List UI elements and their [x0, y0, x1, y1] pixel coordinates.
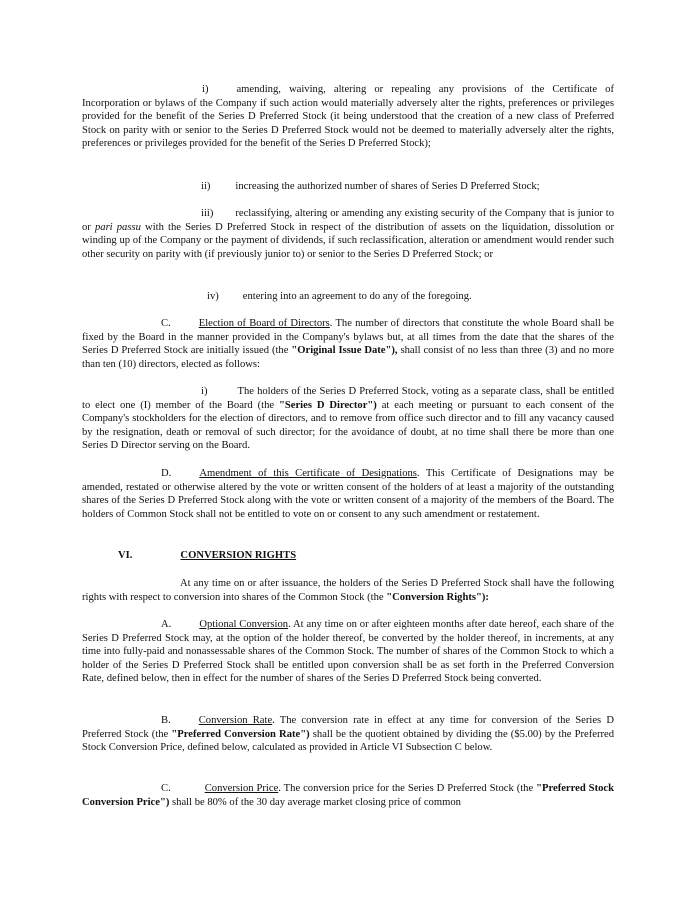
section-c-text-a: . The number of directors that constitute the whole Board shall be fixed by the Board in the manner provided in the Company's bylaws but, at all times from the date that the shares of the Series D Preferred Stock are initially issued (the	[82, 318, 614, 357]
voting-item-4-text: entering into an agreement to do any of the foregoing.	[242, 291, 472, 302]
voting-item-3-text-a: reclassifying, altering or amending any existing security of the Company that is junior to or	[82, 208, 614, 233]
section-c-item-1	[82, 385, 614, 453]
conversion-b-rate	[82, 714, 614, 755]
conversion-b-letter: B.	[161, 715, 171, 726]
section-c-letter: C.	[161, 318, 171, 329]
voting-item-2	[82, 180, 614, 194]
section-d-amendment	[82, 467, 614, 521]
voting-item-1-text: amending, waiving, altering or repealing any provisions of the Certificate of Incorporation or bylaws of the Company if such action would materially adversely alter the rights, preferences or privileges provided for the benefit of the Series D Preferred Stock (it being understood that the creation of a new class of Preferred Stock on parity with or senior to the Series D Preferred Stock would not be deemed to materially adversely alter the rights, preferences or privileges provided for the benefit of the Series D Preferred Stock);	[82, 84, 614, 150]
voting-item-1-num: i)	[202, 84, 209, 95]
article-vi-intro	[82, 577, 614, 604]
conversion-c-price	[82, 782, 614, 809]
article-vi-number: VI.	[118, 550, 133, 561]
conversion-b-text-a: . The conversion rate in effect at any time for conversion of the Series D Preferred Stock (the	[82, 715, 614, 740]
conversion-c-text-a: . The conversion price for the Series D Preferred Stock (the	[278, 783, 534, 794]
section-c-text-b: shall consist of no less than three (3) and no more than ten (10) directors, elected as follows:	[82, 345, 614, 370]
voting-item-1	[82, 83, 614, 151]
voting-item-2-text: increasing the authorized number of shares of Series D Preferred Stock;	[235, 181, 540, 192]
voting-item-3	[82, 207, 614, 261]
section-c-election	[82, 317, 614, 371]
article-vi-title: CONVERSION RIGHTS	[180, 550, 297, 561]
voting-item-4	[82, 290, 614, 304]
conversion-a-text: . At any time on or after eighteen months after date hereof, each share of the Series D Preferred Stock may, at the option of the holder thereof, be converted by the holder thereof, in increments, at any time into fully-paid and nonassessable shares of the Common Stock. The number of shares of the Common Stock to which a holder of the Series D Preferred Stock shall be entitled upon conversion shall be as set forth in the Preferred Conversion Rate, defined below, then in effect for the number of shares of the Series D Preferred Stock being converted.	[82, 619, 614, 685]
section-d-letter: D.	[161, 468, 172, 479]
conversion-c-text-b: shall be 80% of the 30 day average market closing price of common	[172, 796, 461, 808]
conversion-b-heading: Conversion Rate	[198, 715, 273, 726]
conversion-c-heading: Conversion Price	[204, 783, 279, 794]
conversion-c-letter: C.	[161, 783, 171, 794]
article-vi-heading	[82, 549, 614, 563]
section-c-item-1-num: i)	[201, 386, 208, 397]
section-c-item-1-text-a: The holders of the Series D Preferred Stock, voting as a separate class, shall be entitled to elect one (I) member of the Board (the	[82, 386, 614, 411]
conversion-b-text-b: shall be the quotient obtained by dividing the ($5.00) by the Preferred Stock Conversion Price, defined below, calculated as provided in Article VI Subsection C below.	[82, 728, 615, 754]
original-issue-date-term: "Original Issue Date"),	[291, 345, 398, 357]
preferred-stock-conversion-price-term: "Preferred Stock Conversion Price")	[82, 783, 614, 808]
voting-item-4-num: iv)	[207, 291, 219, 302]
conversion-a-optional	[82, 618, 614, 686]
voting-item-2-num: ii)	[201, 181, 211, 192]
voting-item-3-num: iii)	[201, 208, 214, 219]
section-d-heading: Amendment of this Certificate of Designations	[199, 468, 417, 479]
voting-item-3-text-b: with the Series D Preferred Stock in respect of the distribution of assets on the liquidation, dissolution or winding up of the Company or the payment of dividends, if such reclassification, alteration or amendment would render such other security on parity with (if previously junior to) or senior to the Series D Preferred Stock; or	[82, 221, 614, 260]
section-c-item-1-text-b: at each meeting or pursuant to each consent of the Company's stockholders for the election of directors, and to remove from office such director and to fill any vacancy caused by the resignation, death or removal of such director; for the avoidance of doubt, at no time shall there be more than one Series D Director serving on the Board.	[82, 399, 615, 452]
conversion-a-letter: A.	[161, 619, 172, 630]
pari-passu-text: pari passu	[94, 221, 141, 233]
preferred-conversion-rate-term: "Preferred Conversion Rate")	[171, 728, 310, 740]
section-d-text: . This Certificate of Designations may be amended, restated or otherwise altered by the vote or written consent of the holders of at least a majority of the outstanding shares of the Series D Preferred Stock along with the vote or written consent of a majority of the members of the Board. The holders of Common Stock shall not be entitled to vote on or consent to any such amendment or restatement.	[82, 468, 615, 520]
article-vi-intro-text: At any time on or after issuance, the holders of the Series D Preferred Stock shall have the following rights with respect to conversion into shares of the Common Stock (the	[82, 578, 614, 603]
series-d-director-term: "Series D Director")	[279, 399, 377, 411]
conversion-a-heading: Optional Conversion	[199, 619, 289, 630]
section-c-heading: Election of Board of Directors	[198, 318, 330, 329]
conversion-rights-term: "Conversion Rights"):	[386, 591, 489, 603]
